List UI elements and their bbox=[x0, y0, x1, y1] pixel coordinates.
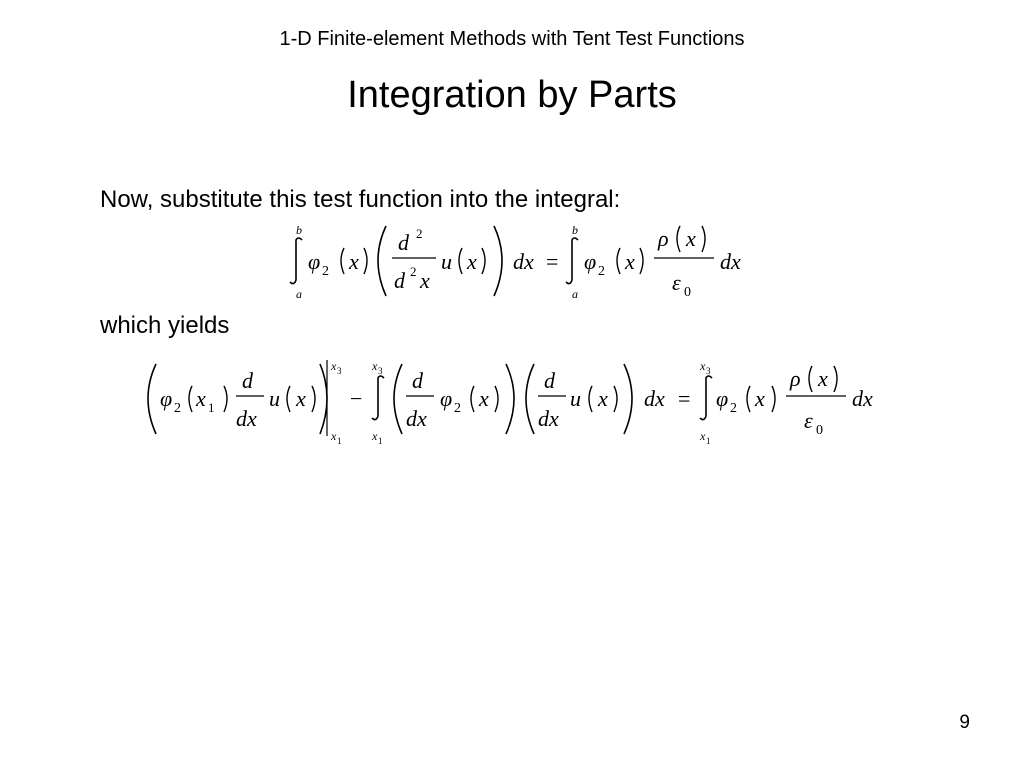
int-upper-x: x bbox=[700, 359, 706, 373]
int-lower-sub: 1 bbox=[378, 436, 383, 446]
math-stroke bbox=[624, 364, 632, 434]
x-var: x bbox=[598, 386, 608, 411]
rho-symbol: ρ bbox=[790, 366, 801, 391]
math-stroke bbox=[312, 386, 315, 412]
dx: dx bbox=[644, 386, 665, 411]
int-upper-sub: 3 bbox=[378, 366, 383, 376]
x-var: x bbox=[625, 249, 635, 274]
x-var: x bbox=[818, 366, 828, 391]
math-stroke bbox=[224, 386, 227, 412]
dx: dx bbox=[538, 406, 559, 431]
math-stroke bbox=[495, 386, 498, 412]
math-stroke bbox=[589, 386, 592, 412]
dx: dx bbox=[406, 406, 427, 431]
page-number: 9 bbox=[959, 712, 970, 733]
d-numerator: d bbox=[398, 230, 409, 255]
equals-sign: = bbox=[546, 249, 559, 274]
upper-limit: b bbox=[572, 223, 578, 237]
math-stroke bbox=[189, 386, 192, 412]
dx: dx bbox=[720, 249, 741, 274]
u-var: u bbox=[441, 249, 452, 274]
x-var: x bbox=[420, 268, 430, 293]
math-stroke bbox=[148, 364, 156, 434]
minus-sign: − bbox=[350, 386, 363, 411]
phi-symbol: φ bbox=[716, 386, 729, 411]
math-stroke bbox=[148, 359, 873, 446]
dx: dx bbox=[852, 386, 873, 411]
x-var: x bbox=[479, 386, 489, 411]
x-var: x bbox=[755, 386, 765, 411]
x-var: x bbox=[467, 249, 477, 274]
lower-limit: a bbox=[572, 287, 578, 301]
intro-text: Now, substitute this test function into the integral: bbox=[100, 186, 621, 213]
math-stroke bbox=[471, 386, 474, 412]
d-numerator: d bbox=[412, 368, 423, 393]
upper-limit: b bbox=[296, 223, 302, 237]
int-lower-x: x bbox=[372, 429, 378, 443]
phi-symbol: φ bbox=[308, 249, 321, 274]
u-var: u bbox=[570, 386, 581, 411]
sup-2: 2 bbox=[410, 264, 417, 279]
sup-2: 2 bbox=[416, 226, 423, 241]
d-numerator: d bbox=[242, 368, 253, 393]
math-stroke bbox=[506, 364, 514, 434]
dx: dx bbox=[236, 406, 257, 431]
math-stroke bbox=[809, 366, 812, 392]
math-stroke bbox=[320, 364, 327, 434]
math-stroke bbox=[700, 376, 712, 420]
phi-subscript: 2 bbox=[454, 401, 461, 416]
epsilon-symbol: ε bbox=[804, 408, 813, 433]
slide-title: Integration by Parts bbox=[347, 74, 677, 116]
dx: dx bbox=[513, 249, 534, 274]
x-var: x bbox=[686, 226, 696, 251]
math-stroke bbox=[747, 386, 750, 412]
math-stroke bbox=[372, 376, 384, 420]
int-upper-x: x bbox=[372, 359, 378, 373]
math-stroke bbox=[394, 364, 402, 434]
phi-subscript: 2 bbox=[598, 264, 605, 279]
x-var: x bbox=[296, 386, 306, 411]
phi-symbol: φ bbox=[440, 386, 453, 411]
eps-subscript: 0 bbox=[816, 423, 823, 438]
eval-lower-sub: 1 bbox=[337, 436, 342, 446]
math-stroke bbox=[614, 386, 617, 412]
int-upper-sub: 3 bbox=[706, 366, 711, 376]
int-lower-x: x bbox=[700, 429, 706, 443]
d-numerator: d bbox=[544, 368, 555, 393]
rho-symbol: ρ bbox=[658, 226, 669, 251]
phi-subscript: 2 bbox=[174, 401, 181, 416]
phi-symbol: φ bbox=[584, 249, 597, 274]
u-var: u bbox=[269, 386, 280, 411]
slide-header: 1-D Finite-element Methods with Tent Test Functions bbox=[279, 28, 745, 50]
math-stroke bbox=[834, 366, 837, 392]
eps-subscript: 0 bbox=[684, 285, 691, 300]
eval-upper-sub: 3 bbox=[337, 366, 342, 376]
phi-subscript: 2 bbox=[322, 264, 329, 279]
x-var: x bbox=[349, 249, 359, 274]
phi-subscript: 2 bbox=[730, 401, 737, 416]
math-stroke bbox=[287, 386, 290, 412]
d-denominator: d bbox=[394, 268, 405, 293]
math-stroke bbox=[772, 386, 775, 412]
int-lower-sub: 1 bbox=[706, 436, 711, 446]
equals-sign: = bbox=[678, 386, 691, 411]
eval-lower-x: x bbox=[331, 429, 337, 443]
lower-limit: a bbox=[296, 287, 302, 301]
x-subscript: 1 bbox=[208, 400, 215, 415]
phi-symbol: φ bbox=[160, 386, 173, 411]
epsilon-symbol: ε bbox=[672, 270, 681, 295]
x-var: x bbox=[196, 386, 206, 411]
yields-text: which yields bbox=[100, 312, 230, 339]
eval-upper-x: x bbox=[331, 359, 337, 373]
math-stroke bbox=[526, 364, 534, 434]
